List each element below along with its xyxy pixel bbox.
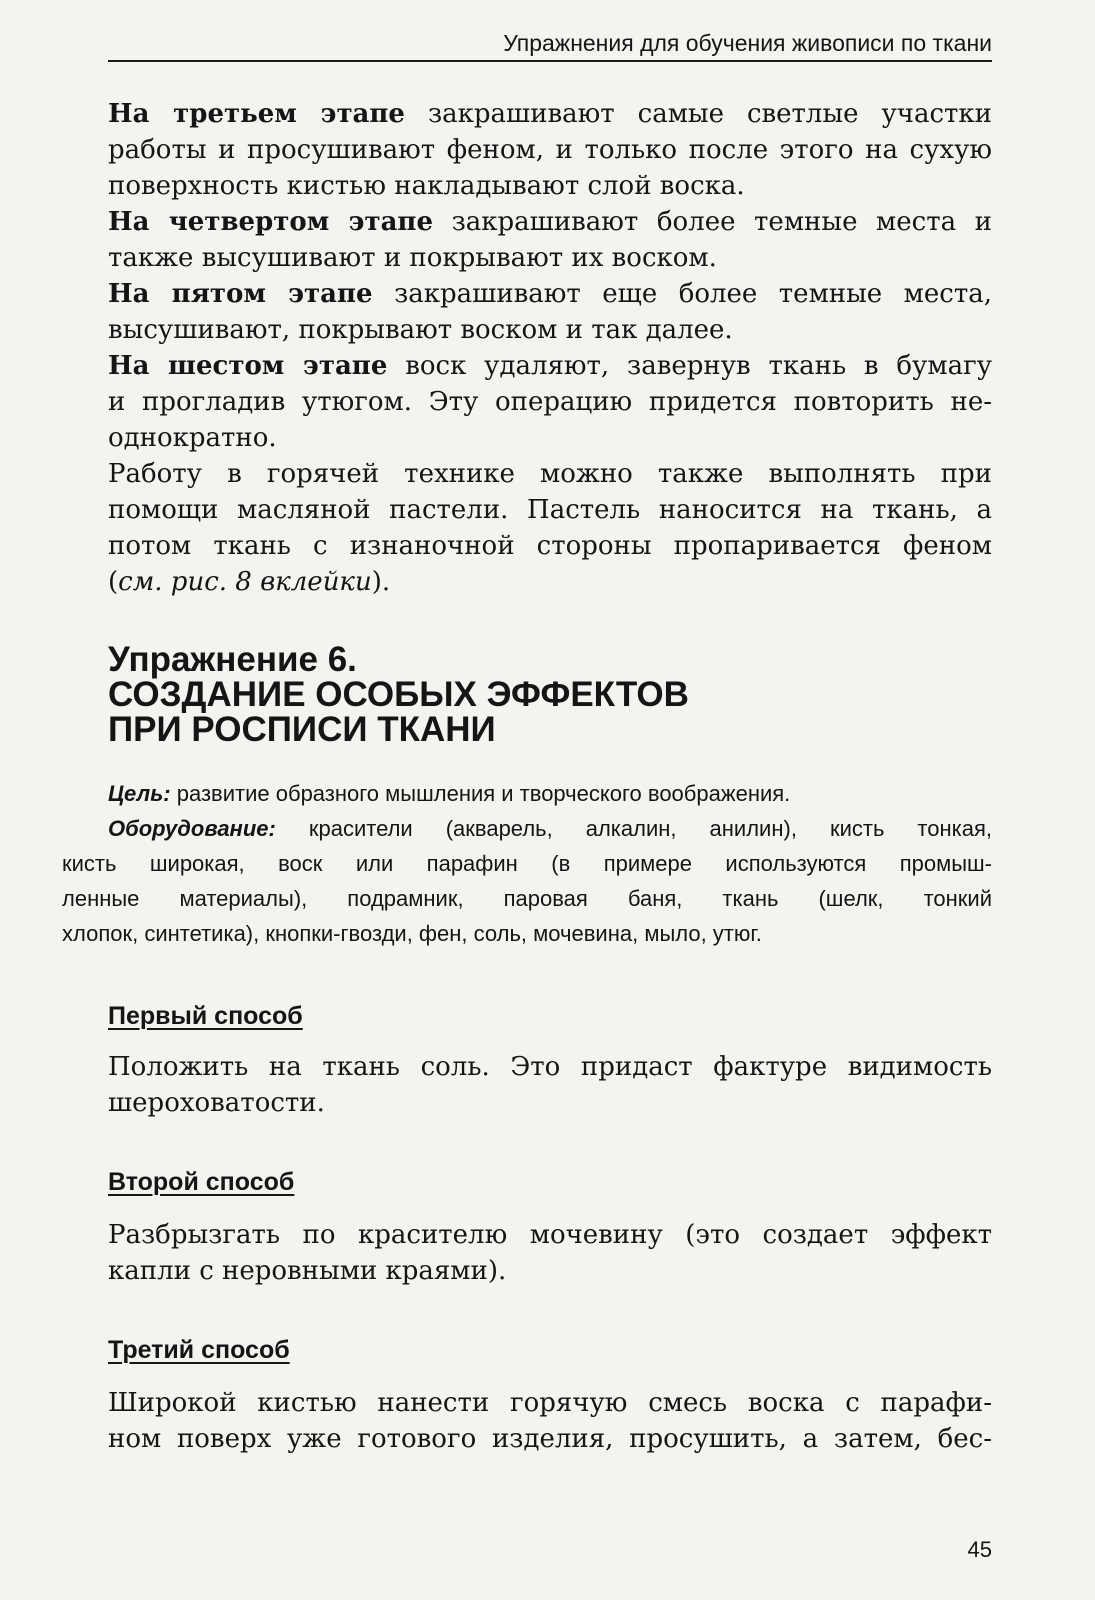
stage-6-line-3: однократно. [108,423,277,453]
hot-technique-line-3: потом ткань с изнаночной стороны пропаривается феном [108,531,992,561]
page-number: 45 [967,1537,992,1562]
stage-3-paragraph [62,96,992,204]
space-before-method-3 [62,1289,992,1333]
stage-4-paragraph [62,204,992,276]
stage-6-line-2: и прогладив утюгом. Эту операцию придется повторить не- [108,387,992,417]
stage-4-line-2: также высушивают и покрывают их воском. [108,243,717,273]
aim-line [108,776,992,811]
reference-open-paren: ( [108,567,119,597]
method-2-paragraph [62,1217,992,1289]
method-2-line-2: капли с неровными краями). [108,1256,507,1286]
hot-technique-paragraph [62,456,992,600]
equipment-label: Оборудование: [108,816,276,841]
method-3-paragraph [62,1385,992,1457]
space-after-heading [62,747,992,776]
figure-reference: см. рис. 8 вклейки [118,567,372,597]
equipment-line-3: ленные материалы), подрамник, паровая баня, ткань (шелк, тонкий [62,886,992,911]
stage-5-paragraph [62,276,992,348]
equipment-text-1: красители (акварель, алкалин, анилин), кисть тонкая, [275,816,992,841]
running-head: Упражнения для обучения живописи по ткани [108,26,992,62]
method-3-line-1: Широкой кистью нанести горячую смесь воска с парафи- [108,1388,992,1418]
stage-5-label: На пятом этапе [108,279,373,309]
method-3-line-2: ном поверх уже готового изделия, просушить, а затем, бес- [108,1424,992,1454]
method-2-title: Второй способ [108,1168,295,1196]
stage-3-line-2: работы и просушивают феном, и только после этого на сухую [108,135,992,165]
method-2-line-1: Разбрызгать по красителю мочевину (это создает эффект [108,1220,992,1250]
space-before-method-1 [62,951,992,999]
stage-3-text: закрашивают самые светлые участки [404,99,992,129]
hot-technique-line-4 [62,564,992,600]
stage-6-paragraph [62,348,992,456]
space-before-method-2 [62,1121,992,1165]
exercise-heading-line-3: ПРИ РОСПИСИ ТКАНИ [108,710,496,749]
aim-and-equipment [62,776,992,951]
exercise-heading-line-2: СОЗДАНИЕ ОСОБЫХ ЭФФЕКТОВ [108,675,689,714]
stage-5-line-1 [62,276,992,312]
stage-4-line-1 [62,204,992,240]
stage-5-text: закрашивают еще более темные места, [372,279,993,309]
method-1-title: Первый способ [108,1002,303,1030]
equipment-line-4: хлопок, синтетика), кнопки-гвозди, фен, соль, мочевина, мыло, утюг. [62,921,762,946]
exercise-heading-line-1: Упражнение 6. [108,640,357,679]
stage-3-label: На третьем этапе [108,99,405,129]
method-1-line-1: Положить на ткань соль. Это придаст фактуре видимость [108,1052,992,1082]
stage-4-text: закрашивают более темные места и [433,207,992,237]
stage-3-line-3: поверхность кистью накладывают слой воска. [108,171,745,201]
stage-6-line-1 [62,348,992,384]
method-1-paragraph [62,1049,992,1121]
method-1-line-2: шероховатости. [108,1088,325,1118]
reference-close: ). [371,567,391,597]
equipment-line-2: кисть широкая, воск или парафин (в примере используются промыш- [62,851,992,876]
hot-technique-line-2: помощи масляной пастели. Пастель наносится на ткань, а [108,495,992,525]
stage-4-label: На четвертом этапе [108,207,433,237]
exercise-heading [62,642,992,747]
page-body [62,96,992,1516]
aim-text: развитие образного мышления и творческого воображения. [170,781,791,806]
stage-5-line-2: высушивают, покрывают воском и так далее. [108,315,733,345]
space-before-heading [62,600,992,642]
equipment-line-1 [108,811,992,846]
stage-6-label: На шестом этапе [108,351,388,381]
hot-technique-line-1: Работу в горячей технике можно также выполнять при [108,459,992,489]
aim-label: Цель: [108,781,171,806]
stage-3-line-1 [62,96,992,132]
stage-6-text: воск удаляют, завернув ткань в бумагу [387,351,993,381]
method-3-title: Третий способ [108,1336,290,1364]
